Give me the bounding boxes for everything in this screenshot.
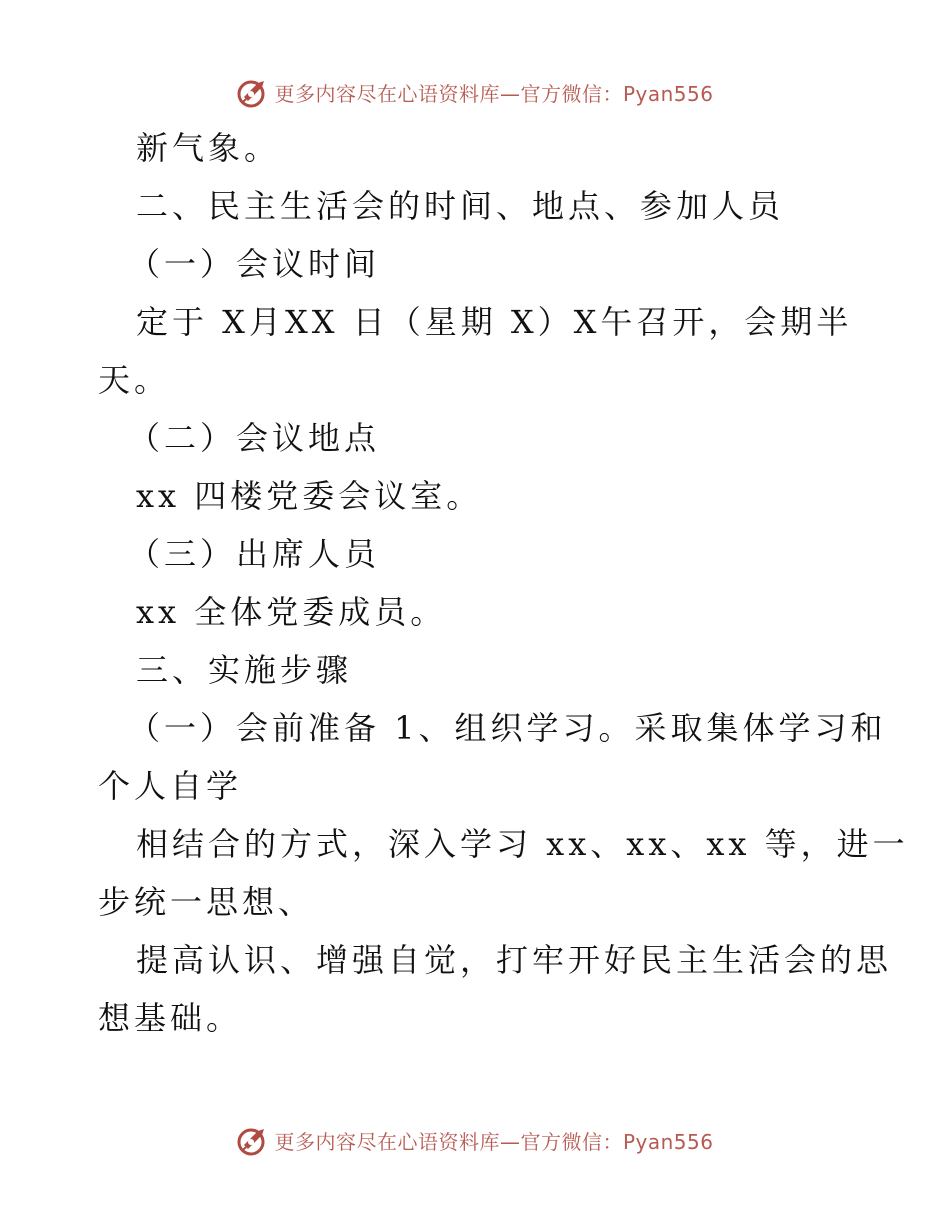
text-line: 新气象。 (136, 129, 281, 167)
subsection-heading: （二）会议地点 (128, 419, 381, 457)
text-line: xx 全体党委成员。 (136, 593, 447, 631)
text-line: 想基础。 (98, 999, 243, 1037)
text-line: 个人自学 (98, 767, 243, 805)
text-line: 步统一思想、 (98, 883, 315, 921)
text-line: 提高认识、增强自觉，打牢开好民主生活会的思 (136, 941, 893, 979)
text-line: xx 四楼党委会议室。 (136, 477, 483, 515)
subsection-heading: （一）会议时间 (128, 245, 381, 283)
text-line: 相结合的方式，深入学习 xx、xx、xx 等，进一 (136, 825, 909, 863)
footer-watermark (0, 1120, 950, 1160)
subsection-heading: （三）出席人员 (128, 535, 381, 573)
section-heading: 三、实施步骤 (136, 651, 353, 689)
text-line: 天。 (98, 361, 171, 399)
watermark-text: 更多内容尽在心语资料库—官方微信：Pyan556 (274, 81, 714, 106)
text-line: 定于 X月XX 日（星期 X）X午召开，会期半 (136, 303, 853, 341)
pen-nib-circle-icon (236, 1123, 270, 1157)
section-heading: 二、民主生活会的时间、地点、参加人员 (136, 187, 785, 225)
watermark-text: 更多内容尽在心语资料库—官方微信：Pyan556 (274, 1129, 714, 1154)
text-line: （一）会前准备 1、组织学习。采取集体学习和 (128, 709, 887, 747)
